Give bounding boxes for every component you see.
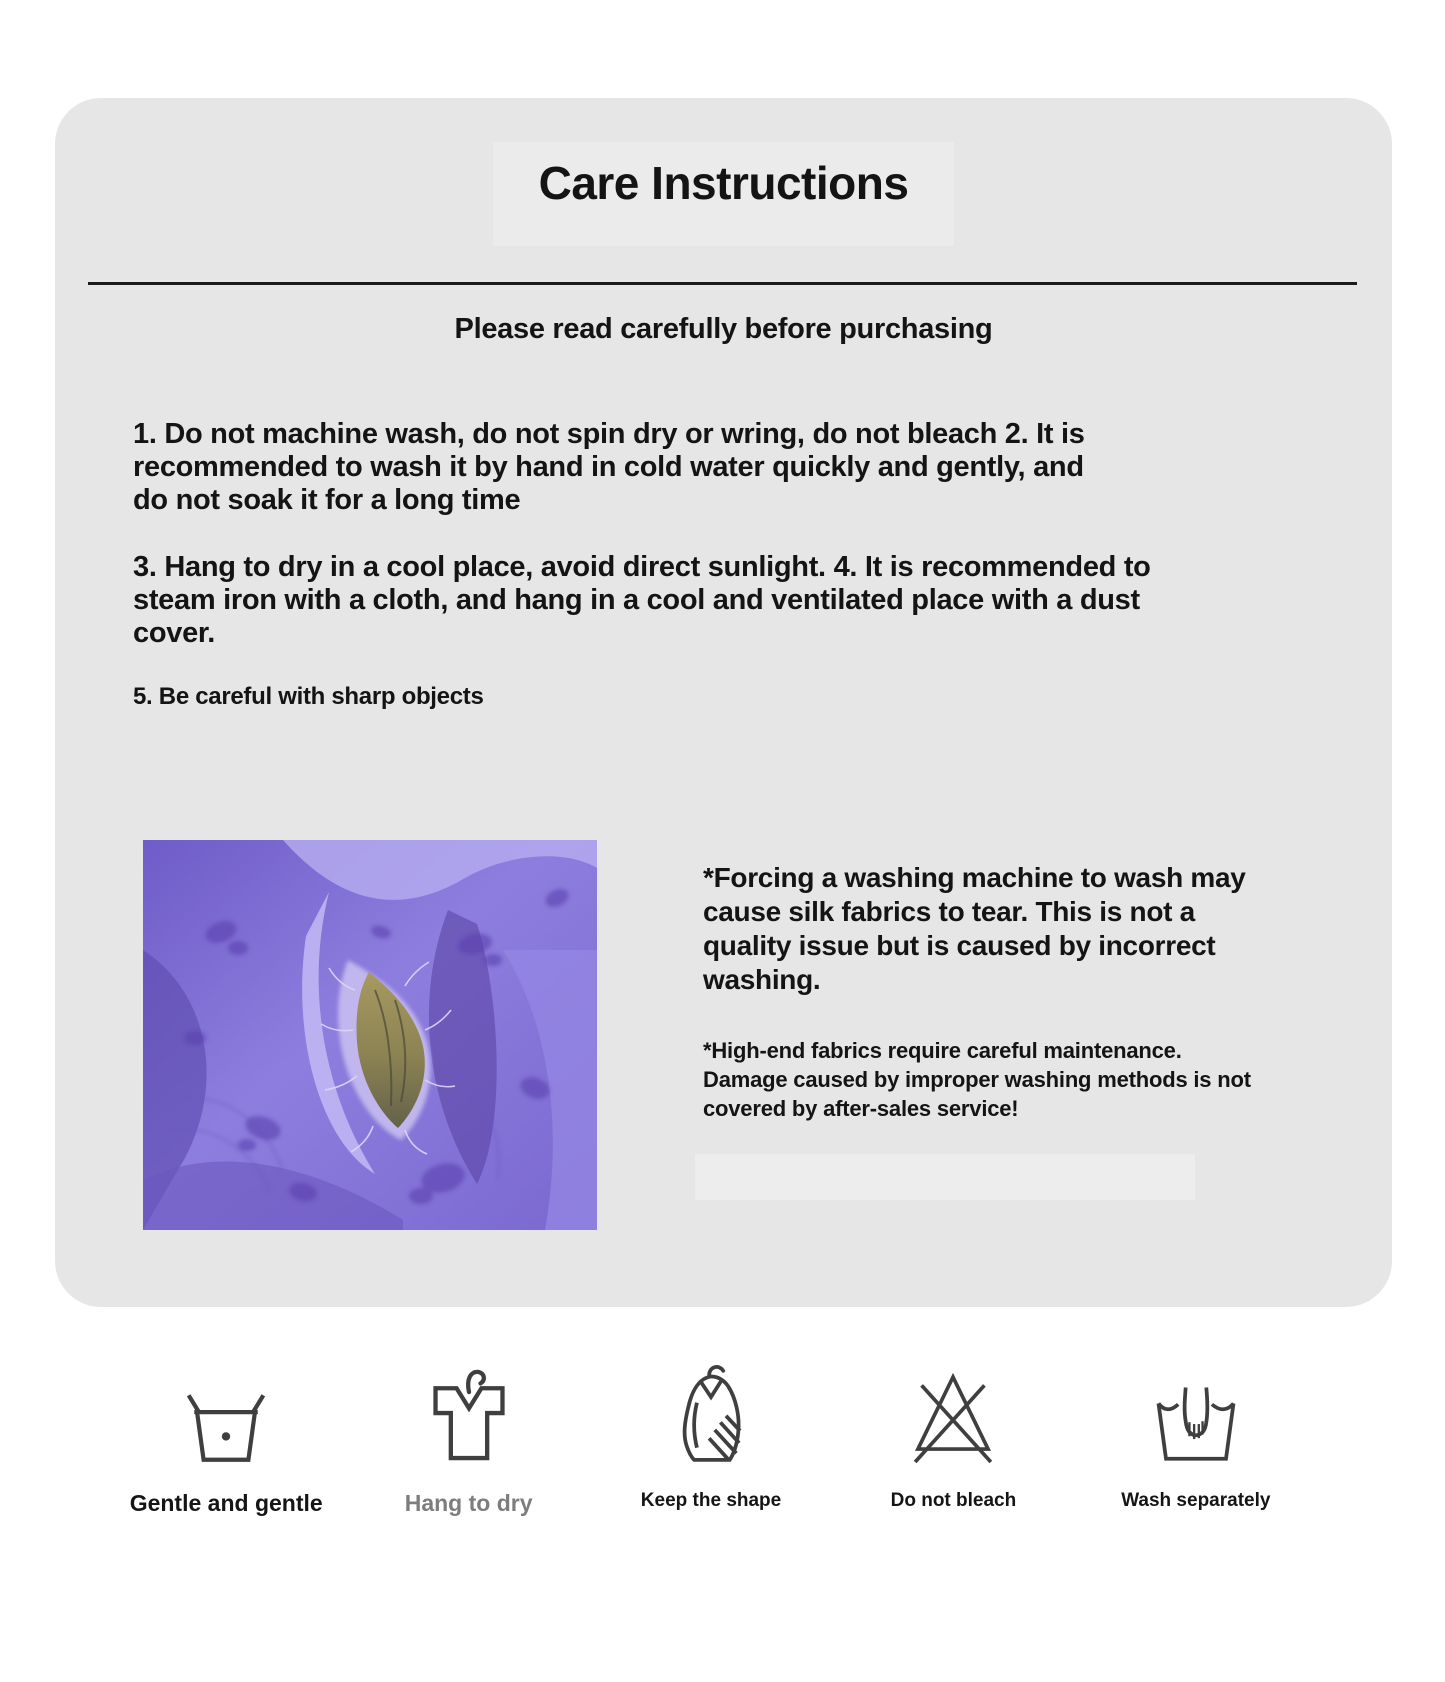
- care-symbol-label: Keep the shape: [640, 1490, 782, 1511]
- text-line: Damage caused by improper washing methods is not: [703, 1067, 1251, 1092]
- wash-separately-icon: [1151, 1386, 1241, 1464]
- hang-dry-icon: [425, 1366, 513, 1464]
- icon-box: [184, 1352, 268, 1464]
- care-paragraph-1: [133, 418, 1085, 517]
- text-line: covered by after-sales service!: [703, 1096, 1019, 1121]
- care-symbol-label: Wash separately: [1121, 1490, 1271, 1511]
- icon-box: [666, 1352, 756, 1464]
- care-paragraph-2: [133, 551, 1151, 650]
- text-line: 3. Hang to dry in a cool place, avoid direct sunlight. 4. It is recommended to: [133, 551, 1151, 583]
- icon-box: [905, 1352, 1001, 1464]
- fabric-photo-illustration: [143, 840, 597, 1230]
- text-line: cover.: [133, 617, 216, 649]
- care-symbols-row: [105, 1352, 1317, 1517]
- icon-box: [1151, 1352, 1241, 1464]
- subtitle: Please read carefully before purchasing: [454, 313, 993, 345]
- text-line: cause silk fabrics to tear. This is not a: [703, 896, 1195, 927]
- text-line: quality issue but is caused by incorrect: [703, 930, 1216, 961]
- text-line: recommended to wash it by hand in cold water quickly and gently, and: [133, 451, 1084, 483]
- care-symbol-label: Hang to dry: [404, 1490, 533, 1516]
- gentle-wash-icon: [184, 1392, 268, 1464]
- divider-line: [88, 282, 1357, 285]
- care-paragraph-3: 5. Be careful with sharp objects: [133, 683, 484, 710]
- text-line: *Forcing a washing machine to wash may: [703, 862, 1246, 893]
- icon-box: [425, 1352, 513, 1464]
- care-symbol-hang-dry: [347, 1352, 589, 1517]
- care-symbol-no-bleach: [832, 1352, 1074, 1517]
- warning-primary: [703, 861, 1246, 997]
- warning-secondary: [703, 1036, 1251, 1123]
- text-line: washing.: [703, 964, 821, 995]
- page-title: Care Instructions: [493, 142, 955, 246]
- text-line: 1. Do not machine wash, do not spin dry or wring, do not bleach 2. It is: [133, 418, 1085, 450]
- text-line: do not soak it for a long time: [133, 484, 521, 516]
- care-symbol-label: Do not bleach: [890, 1490, 1017, 1511]
- keep-shape-icon: [666, 1362, 756, 1464]
- text-line: steam iron with a cloth, and hang in a cool and ventilated place with a dust: [133, 584, 1140, 616]
- text-line: *High-end fabrics require careful maintenance.: [703, 1038, 1182, 1063]
- care-symbol-gentle-wash: [105, 1352, 347, 1517]
- fabric-tear-photo: [143, 840, 597, 1230]
- care-symbol-wash-separately: [1075, 1352, 1317, 1517]
- no-bleach-icon: [905, 1364, 1001, 1464]
- faded-highlight-strip: [695, 1154, 1195, 1200]
- care-symbol-label: Gentle and gentle: [129, 1490, 323, 1516]
- care-symbol-keep-shape: [590, 1352, 832, 1517]
- care-instructions-card: [55, 98, 1392, 1307]
- title-row: [55, 142, 1392, 246]
